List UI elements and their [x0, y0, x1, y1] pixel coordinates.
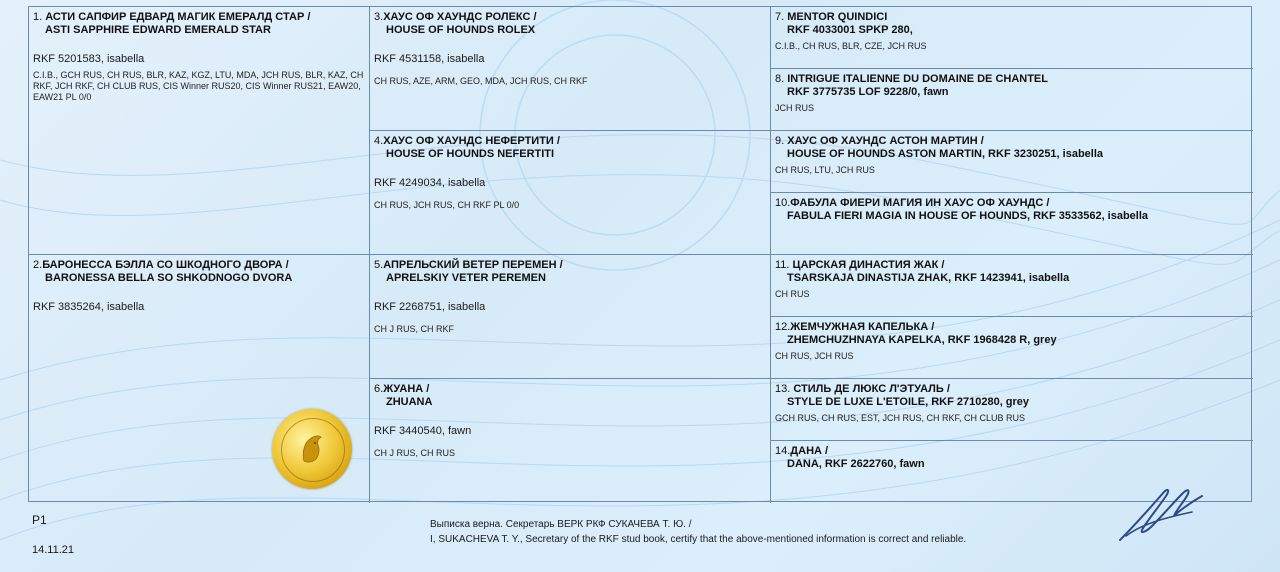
name-en: HOUSE OF HOUNDS ASTON MARTIN, RKF 3230251, isabella — [787, 148, 1104, 160]
name-ru: АПРЕЛЬСКИЙ ВЕТЕР ПЕРЕМЕН / — [383, 259, 563, 271]
titles: CH RUS, JCH RUS — [775, 351, 854, 361]
registration: RKF 3775735 LOF 9228/0, fawn — [787, 86, 949, 98]
name-en: DANA, RKF 2622760, fawn — [787, 458, 925, 470]
registration: RKF 2268751, isabella — [374, 301, 486, 313]
great-grandparent-cell-9 — [771, 131, 1253, 193]
registration: RKF 3835264, isabella — [33, 301, 145, 313]
name-en: FABULA FIERI MAGIA IN HOUSE OF HOUNDS, RKF 3533562, isabella — [787, 210, 1149, 222]
entry-number: 13. — [775, 383, 791, 395]
titles: CH RUS, LTU, JCH RUS — [775, 165, 875, 175]
titles: CH RUS, JCH RUS, CH RKF PL 0/0 — [374, 200, 520, 210]
entry-number: 7. — [775, 11, 785, 23]
name-en: BARONESSA BELLA SO SHKODNOGO DVORA — [45, 272, 293, 284]
name-ru: ХАУС ОФ ХАУНДС НЕФЕРТИТИ / — [383, 135, 560, 147]
name-ru: ХАУС ОФ ХАУНДС АСТОН МАРТИН / — [787, 135, 984, 147]
certification-en: I, SUKACHEVA T. Y., Secretary of the RKF stud book, certify that the above-mentioned information is correct and reliable. — [430, 534, 967, 545]
registration: RKF 5201583, isabella — [33, 53, 145, 65]
issue-date: 14.11.21 — [32, 544, 75, 556]
name-ru: ЖУАНА / — [383, 383, 430, 395]
name-ru: ЖЕМЧУЖНАЯ КАПЕЛЬКА / — [790, 321, 935, 333]
titles: CH RUS, AZE, ARM, GEO, MDA, JCH RUS, CH RKF — [374, 76, 588, 86]
grandparent-cell-6 — [370, 379, 771, 503]
entry-number: 11. — [775, 259, 790, 271]
name: MENTOR QUINDICI — [787, 11, 888, 23]
great-grandparent-cell-12 — [771, 317, 1253, 379]
great-grandparent-cell-10 — [771, 193, 1253, 255]
titles: CH J RUS, CH RUS — [374, 448, 456, 458]
grandparent-cell-5 — [370, 255, 771, 379]
great-grandparent-cell-8 — [771, 69, 1253, 131]
page-number: P1 — [32, 513, 47, 527]
name-ru: ЦАРСКАЯ ДИНАСТИЯ ЖАК / — [792, 259, 945, 271]
entry-number: 1. — [33, 11, 43, 23]
titles: CH J RUS, CH RKF — [374, 324, 455, 334]
entry-number: 3. — [374, 11, 384, 23]
parent-sire-cell — [29, 7, 370, 255]
entry-number: 4. — [374, 135, 384, 147]
name-ru: ДАНА / — [790, 445, 829, 457]
name-ru: ХАУС ОФ ХАУНДС РОЛЕКС / — [383, 11, 537, 23]
grandparent-cell-3 — [370, 7, 771, 131]
titles: JCH RUS — [775, 103, 815, 113]
entry-number: 8. — [775, 73, 785, 85]
dog-head-icon — [296, 431, 328, 467]
great-grandparent-cell-7 — [771, 7, 1253, 69]
name-ru: БАРОНЕССА БЭЛЛА СО ШКОДНОГО ДВОРА / — [42, 259, 289, 271]
great-grandparent-cell-11 — [771, 255, 1253, 317]
entry-number: 10. — [775, 197, 791, 209]
titles: CH RUS — [775, 289, 810, 299]
certification-ru: Выписка верна. Секретарь ВЕРК РКФ СУКАЧЕВА Т. Ю. / — [430, 519, 692, 530]
entry-number: 5. — [374, 259, 384, 271]
titles: C.I.B., CH RUS, BLR, CZE, JCH RUS — [775, 41, 927, 51]
name-ru: АСТИ САПФИР ЕДВАРД МАГИК ЕМЕРАЛД СТАР / — [45, 11, 311, 23]
great-grandparent-cell-13 — [771, 379, 1253, 441]
name-ru: ФАБУЛА ФИЕРИ МАГИЯ ИН ХАУС ОФ ХАУНДС / — [790, 197, 1050, 209]
entry-number: 6. — [374, 383, 384, 395]
entry-number: 9. — [775, 135, 785, 147]
registration: RKF 4531158, isabella — [374, 53, 485, 65]
grandparent-cell-4 — [370, 131, 771, 255]
titles: GCH RUS, CH RUS, EST, JCH RUS, CH RKF, CH CLUB RUS — [775, 413, 1026, 423]
gold-seal-icon — [272, 409, 352, 489]
registration: RKF 4249034, isabella — [374, 177, 486, 189]
name-ru: СТИЛЬ ДЕ ЛЮКС Л'ЭТУАЛЬ / — [793, 383, 950, 395]
name-en: APRELSKIY VETER PEREMEN — [386, 272, 546, 284]
entry-number: 14. — [775, 445, 791, 457]
name-en: ASTI SAPPHIRE EDWARD EMERALD STAR — [45, 24, 271, 36]
name-en: ZHUANA — [386, 396, 433, 408]
registration: RKF 3440540, fawn — [374, 425, 472, 437]
name-en: HOUSE OF HOUNDS ROLEX — [386, 24, 536, 36]
name-en: HOUSE OF HOUNDS NEFERTITI — [386, 148, 555, 160]
entry-number: 12. — [775, 321, 791, 333]
name: INTRIGUE ITALIENNE DU DOMAINE DE CHANTEL — [787, 73, 1048, 85]
name-en: TSARSKAJA DINASTIJA ZHAK, RKF 1423941, isabella — [787, 272, 1070, 284]
entry-number: 2. — [33, 259, 43, 271]
name-en: STYLE DE LUXE L'ETOILE, RKF 2710280, grey — [787, 396, 1030, 408]
titles: C.I.B., GCH RUS, CH RUS, BLR, KAZ, KGZ, LTU, MDA, JCH RUS, BLR, KAZ, CH RKF, JCH RKF, CH CLUB RUS, CIS Winner RUS20, CIS Winner RUS21, EAW20, EAW21 PL 0/0 — [33, 70, 364, 102]
name-en: ZHEMCHUZHNAYA KAPELKA, RKF 1968428 R, grey — [787, 334, 1057, 346]
signature-icon — [1112, 478, 1212, 550]
pedigree-table — [28, 6, 1252, 502]
registration: RKF 4033001 SPKP 280, — [787, 24, 913, 36]
